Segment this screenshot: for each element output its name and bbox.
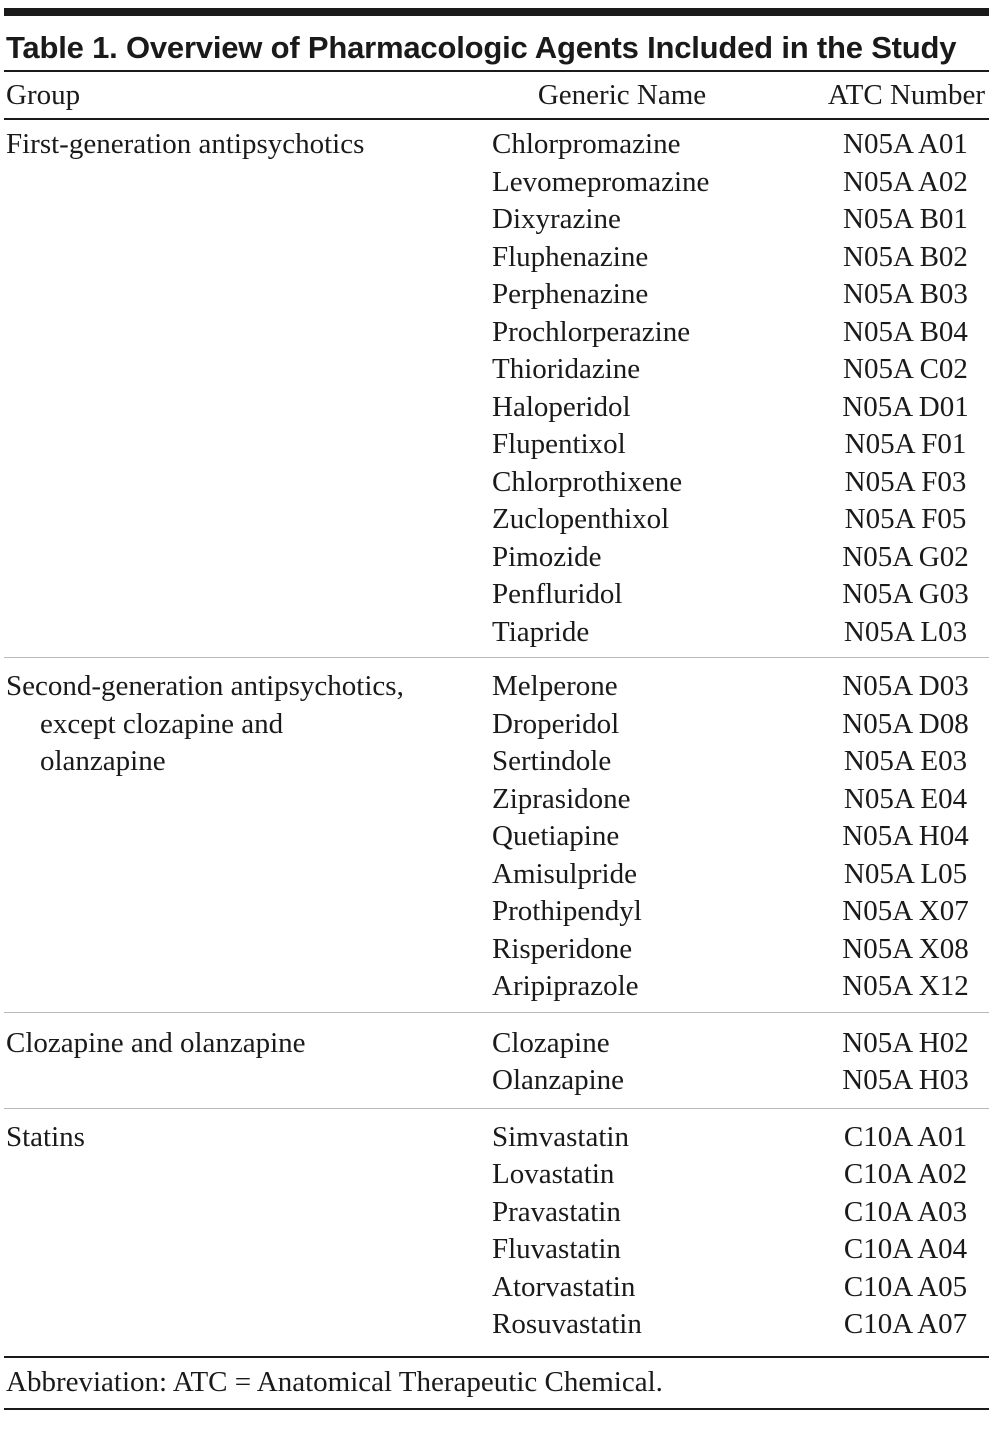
header-group: Group <box>6 78 81 111</box>
drug-name: Lovastatin <box>492 1158 615 1190</box>
drug-name: Quetiapine <box>492 820 620 852</box>
drug-name: Levomepromazine <box>492 165 710 198</box>
drug-name: Amisulpride <box>492 857 637 890</box>
group-cell <box>4 126 492 651</box>
atc-code: N05A X07 <box>842 895 969 927</box>
generic-name-cell <box>492 1025 792 1100</box>
drug-name: Prochlorperazine <box>492 315 691 348</box>
group-cell <box>4 668 492 1006</box>
drug-name: Perphenazine <box>492 278 649 310</box>
atc-code: C10A A07 <box>843 1308 968 1340</box>
group-label: Second-generation antipsychotics, <box>6 670 404 702</box>
atc-code: N05A H02 <box>842 1026 969 1059</box>
group-label: olanzapine <box>40 745 166 777</box>
drug-name: Risperidone <box>492 932 633 965</box>
atc-code: N05A L05 <box>843 857 968 890</box>
drug-name: Rosuvastatin <box>492 1308 642 1340</box>
group-label: Clozapine and olanzapine <box>6 1026 306 1059</box>
atc-code: N05A H03 <box>842 1064 969 1096</box>
drug-name: Clozapine <box>492 1026 610 1059</box>
atc-code: N05A G03 <box>842 578 969 610</box>
drug-name: Chlorprothixene <box>492 465 683 498</box>
drug-name: Pravastatin <box>492 1195 621 1228</box>
group-cell <box>4 1025 492 1100</box>
drug-name: Thioridazine <box>492 353 641 385</box>
atc-code: N05A F01 <box>844 428 967 460</box>
table-header-row <box>4 72 989 118</box>
drug-name: Droperidol <box>492 707 620 740</box>
top-rule <box>4 8 989 16</box>
generic-name-cell <box>492 668 792 1006</box>
atc-code: N05A G02 <box>842 540 969 573</box>
atc-code: N05A C02 <box>843 353 968 385</box>
atc-number-cell <box>792 668 989 1006</box>
drug-name: Haloperidol <box>492 390 631 423</box>
atc-code: N05A D01 <box>842 390 969 423</box>
atc-number-cell <box>792 1119 989 1344</box>
drug-name: Zuclopenthixol <box>492 503 670 535</box>
drug-name: Aripiprazole <box>492 970 639 1002</box>
table-footnote: Abbreviation: ATC = Anatomical Therapeutic Chemical. <box>6 1365 663 1398</box>
drug-name: Prothipendyl <box>492 895 642 927</box>
drug-name: Fluphenazine <box>492 240 649 273</box>
group-label: First-generation antipsychotics <box>6 128 365 160</box>
drug-name: Atorvastatin <box>492 1270 636 1303</box>
atc-code: N05A D03 <box>842 670 969 702</box>
drug-name: Flupentixol <box>492 428 626 460</box>
atc-code: C10A A01 <box>843 1120 968 1153</box>
atc-code: N05A F05 <box>844 503 967 535</box>
atc-code: N05A X08 <box>842 932 969 965</box>
atc-number-cell <box>792 1025 989 1100</box>
atc-code: N05A A01 <box>843 128 968 160</box>
drug-name: Olanzapine <box>492 1064 625 1096</box>
atc-code: C10A A02 <box>843 1158 968 1190</box>
group-cell <box>4 1119 492 1344</box>
group-label: except clozapine and <box>40 707 284 740</box>
atc-code: C10A A05 <box>843 1270 968 1303</box>
drug-name: Tiapride <box>492 615 590 648</box>
bottom-rule <box>4 1408 989 1410</box>
table-body <box>4 120 989 1356</box>
table-section <box>4 120 989 657</box>
atc-code: N05A B04 <box>843 315 968 348</box>
atc-code: N05A B02 <box>843 240 968 273</box>
table-section <box>4 658 989 1012</box>
atc-number-cell <box>792 126 989 651</box>
drug-name: Pimozide <box>492 540 602 573</box>
drug-name: Fluvastatin <box>492 1233 621 1265</box>
atc-code: N05A A02 <box>843 165 968 198</box>
drug-name: Melperone <box>492 670 618 702</box>
drug-name: Ziprasidone <box>492 782 631 815</box>
atc-code: C10A A03 <box>843 1195 968 1228</box>
group-label: Statins <box>6 1120 85 1153</box>
atc-code: N05A X12 <box>842 970 969 1002</box>
drug-name: Dixyrazine <box>492 203 621 235</box>
atc-code: N05A B01 <box>843 203 968 235</box>
atc-code: N05A F03 <box>844 465 967 498</box>
drug-name: Sertindole <box>492 745 612 777</box>
table-title: Table 1. Overview of Pharmacologic Agents Included in the Study <box>6 30 957 65</box>
atc-code: N05A E03 <box>843 745 968 777</box>
atc-code: N05A E04 <box>843 782 968 815</box>
atc-code: C10A A04 <box>843 1233 968 1265</box>
drug-name: Chlorpromazine <box>492 128 681 160</box>
table-section <box>4 1109 989 1356</box>
atc-code: N05A L03 <box>843 615 968 648</box>
atc-code: N05A B03 <box>843 278 968 310</box>
generic-name-cell <box>492 1119 792 1344</box>
drug-name: Penfluridol <box>492 578 623 610</box>
generic-name-cell <box>492 126 792 651</box>
table-section <box>4 1013 989 1108</box>
table-container <box>4 8 989 1410</box>
atc-code: N05A H04 <box>842 820 969 852</box>
atc-code: N05A D08 <box>842 707 969 740</box>
drug-name: Simvastatin <box>492 1120 629 1153</box>
header-atc-number: ATC Number <box>827 78 985 111</box>
header-generic-name: Generic Name <box>537 78 707 111</box>
